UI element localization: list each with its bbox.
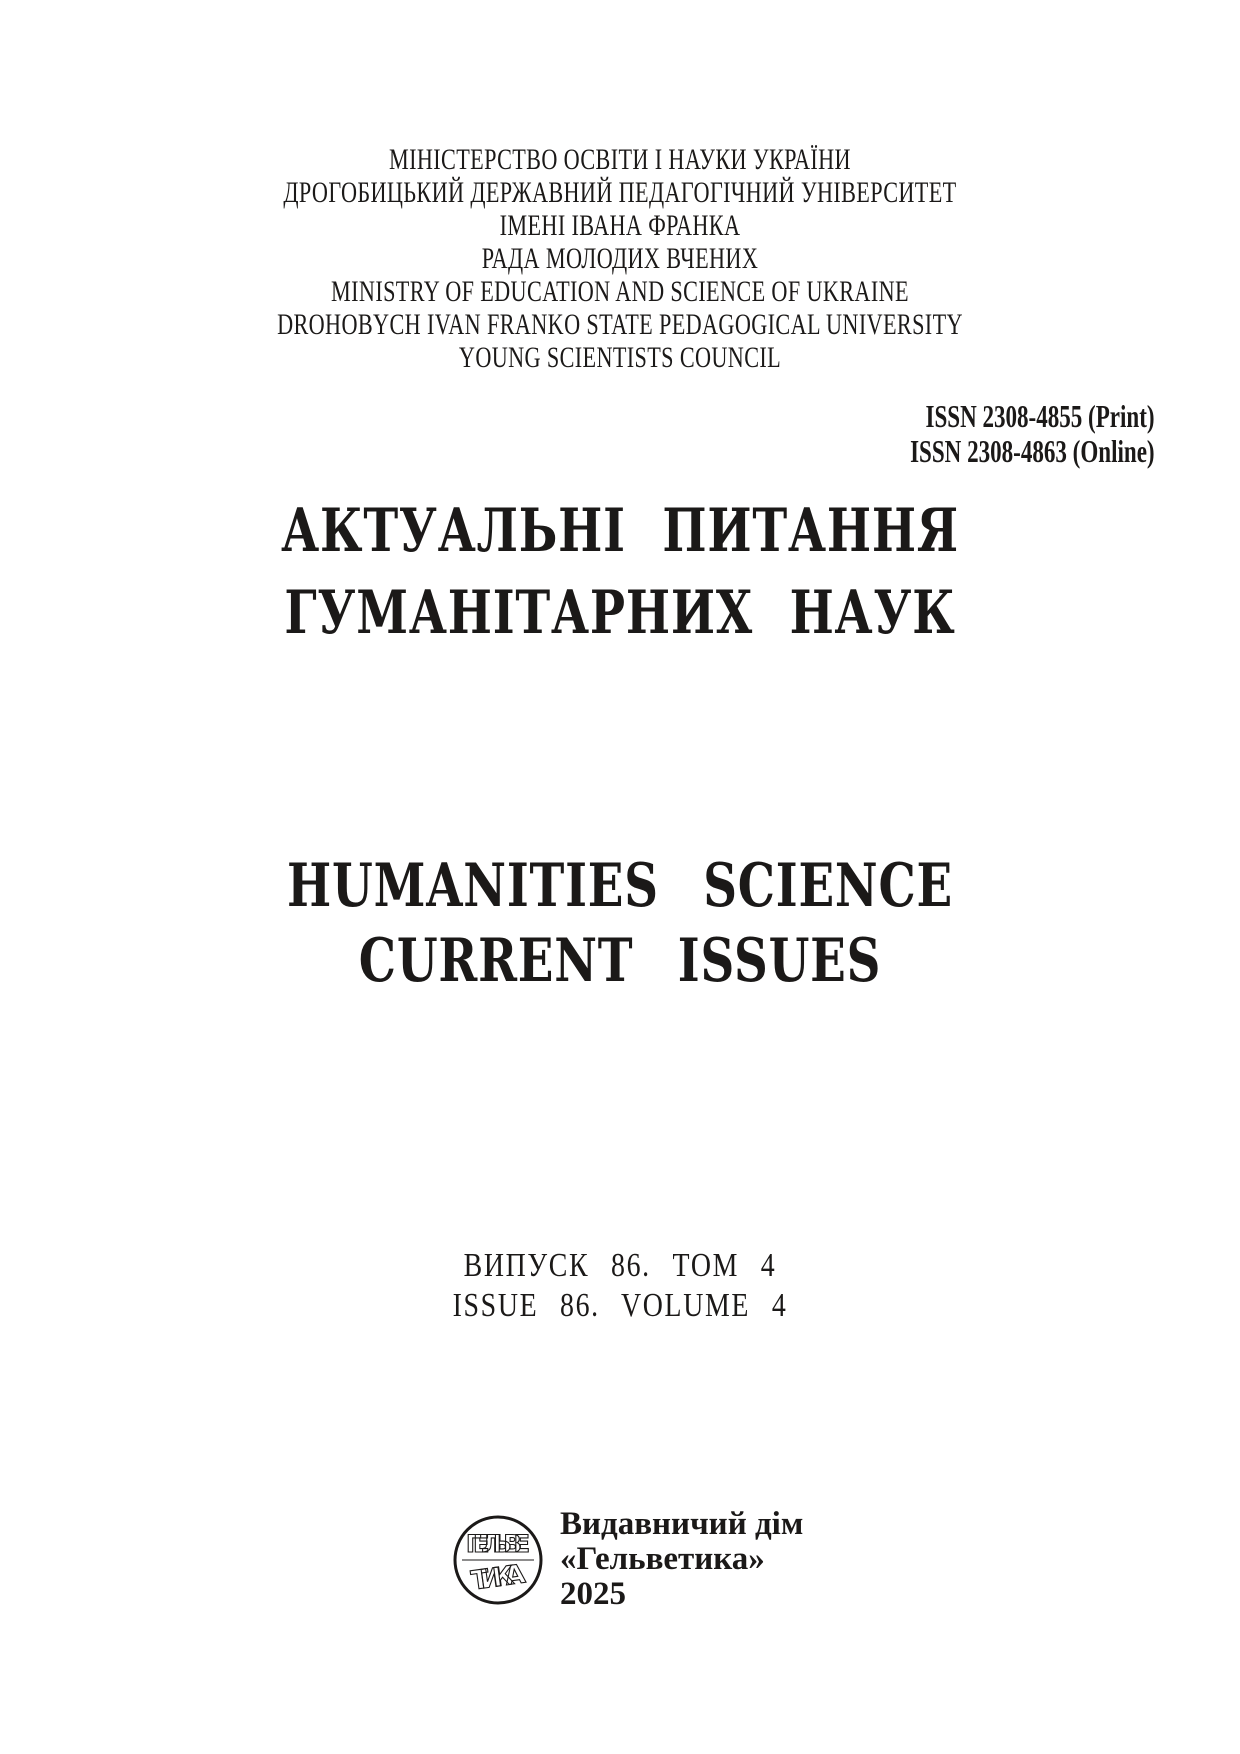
institution-header: [161, 143, 1079, 374]
header-line-ministry-en: MINISTRY OF EDUCATION AND SCIENCE OF UKRAINE: [331, 275, 909, 308]
issue-volume-en: ISSUE 86. VOLUME 4: [452, 1287, 788, 1324]
journal-title-en-line1: HUMANITIES SCIENCE: [287, 851, 953, 921]
publisher-name-line2: «Гельветика»: [560, 1541, 765, 1577]
publication-year: 2025: [560, 1576, 626, 1612]
issue-volume-uk: ВИПУСК 86. ТОМ 4: [463, 1247, 777, 1284]
header-line-ministry-uk: МІНІСТЕРСТВО ОСВІТИ І НАУКИ УКРАЇНИ: [389, 143, 851, 176]
header-line-council-en: YOUNG SCIENTISTS COUNCIL: [458, 341, 782, 374]
logo-text-bottom: ТИКА: [469, 1559, 528, 1597]
journal-title-uk-line2: ГУМАНІТАРНИХ НАУК: [284, 578, 956, 648]
publisher-name-line1: Видавничий дім: [560, 1506, 804, 1542]
publisher-imprint: [560, 1507, 803, 1612]
header-line-named-after-uk: ІМЕНІ ІВАНА ФРАНКА: [499, 209, 741, 242]
publisher-logo-helvetyka-icon: [452, 1514, 544, 1606]
header-line-university-en: DROHOBYCH IVAN FRANKO STATE PEDAGOGICAL UNIVERSITY: [277, 308, 963, 341]
issn-block: [910, 399, 1155, 469]
issn-print: ISSN 2308-4855 (Print): [925, 398, 1155, 434]
issn-online: ISSN 2308-4863 (Online): [910, 433, 1155, 469]
header-line-university-uk: ДРОГОБИЦЬКИЙ ДЕРЖАВНИЙ ПЕДАГОГІЧНИЙ УНІВЕРСИТЕТ: [283, 176, 957, 209]
header-line-council-uk: РАДА МОЛОДИХ ВЧЕНИХ: [481, 242, 759, 275]
journal-title-en-line2: CURRENT ISSUES: [358, 926, 882, 996]
logo-text-top: ГЕЛЬВЕ: [466, 1530, 530, 1558]
journal-title-uk-line1: АКТУАЛЬНІ ПИТАННЯ: [281, 496, 959, 566]
